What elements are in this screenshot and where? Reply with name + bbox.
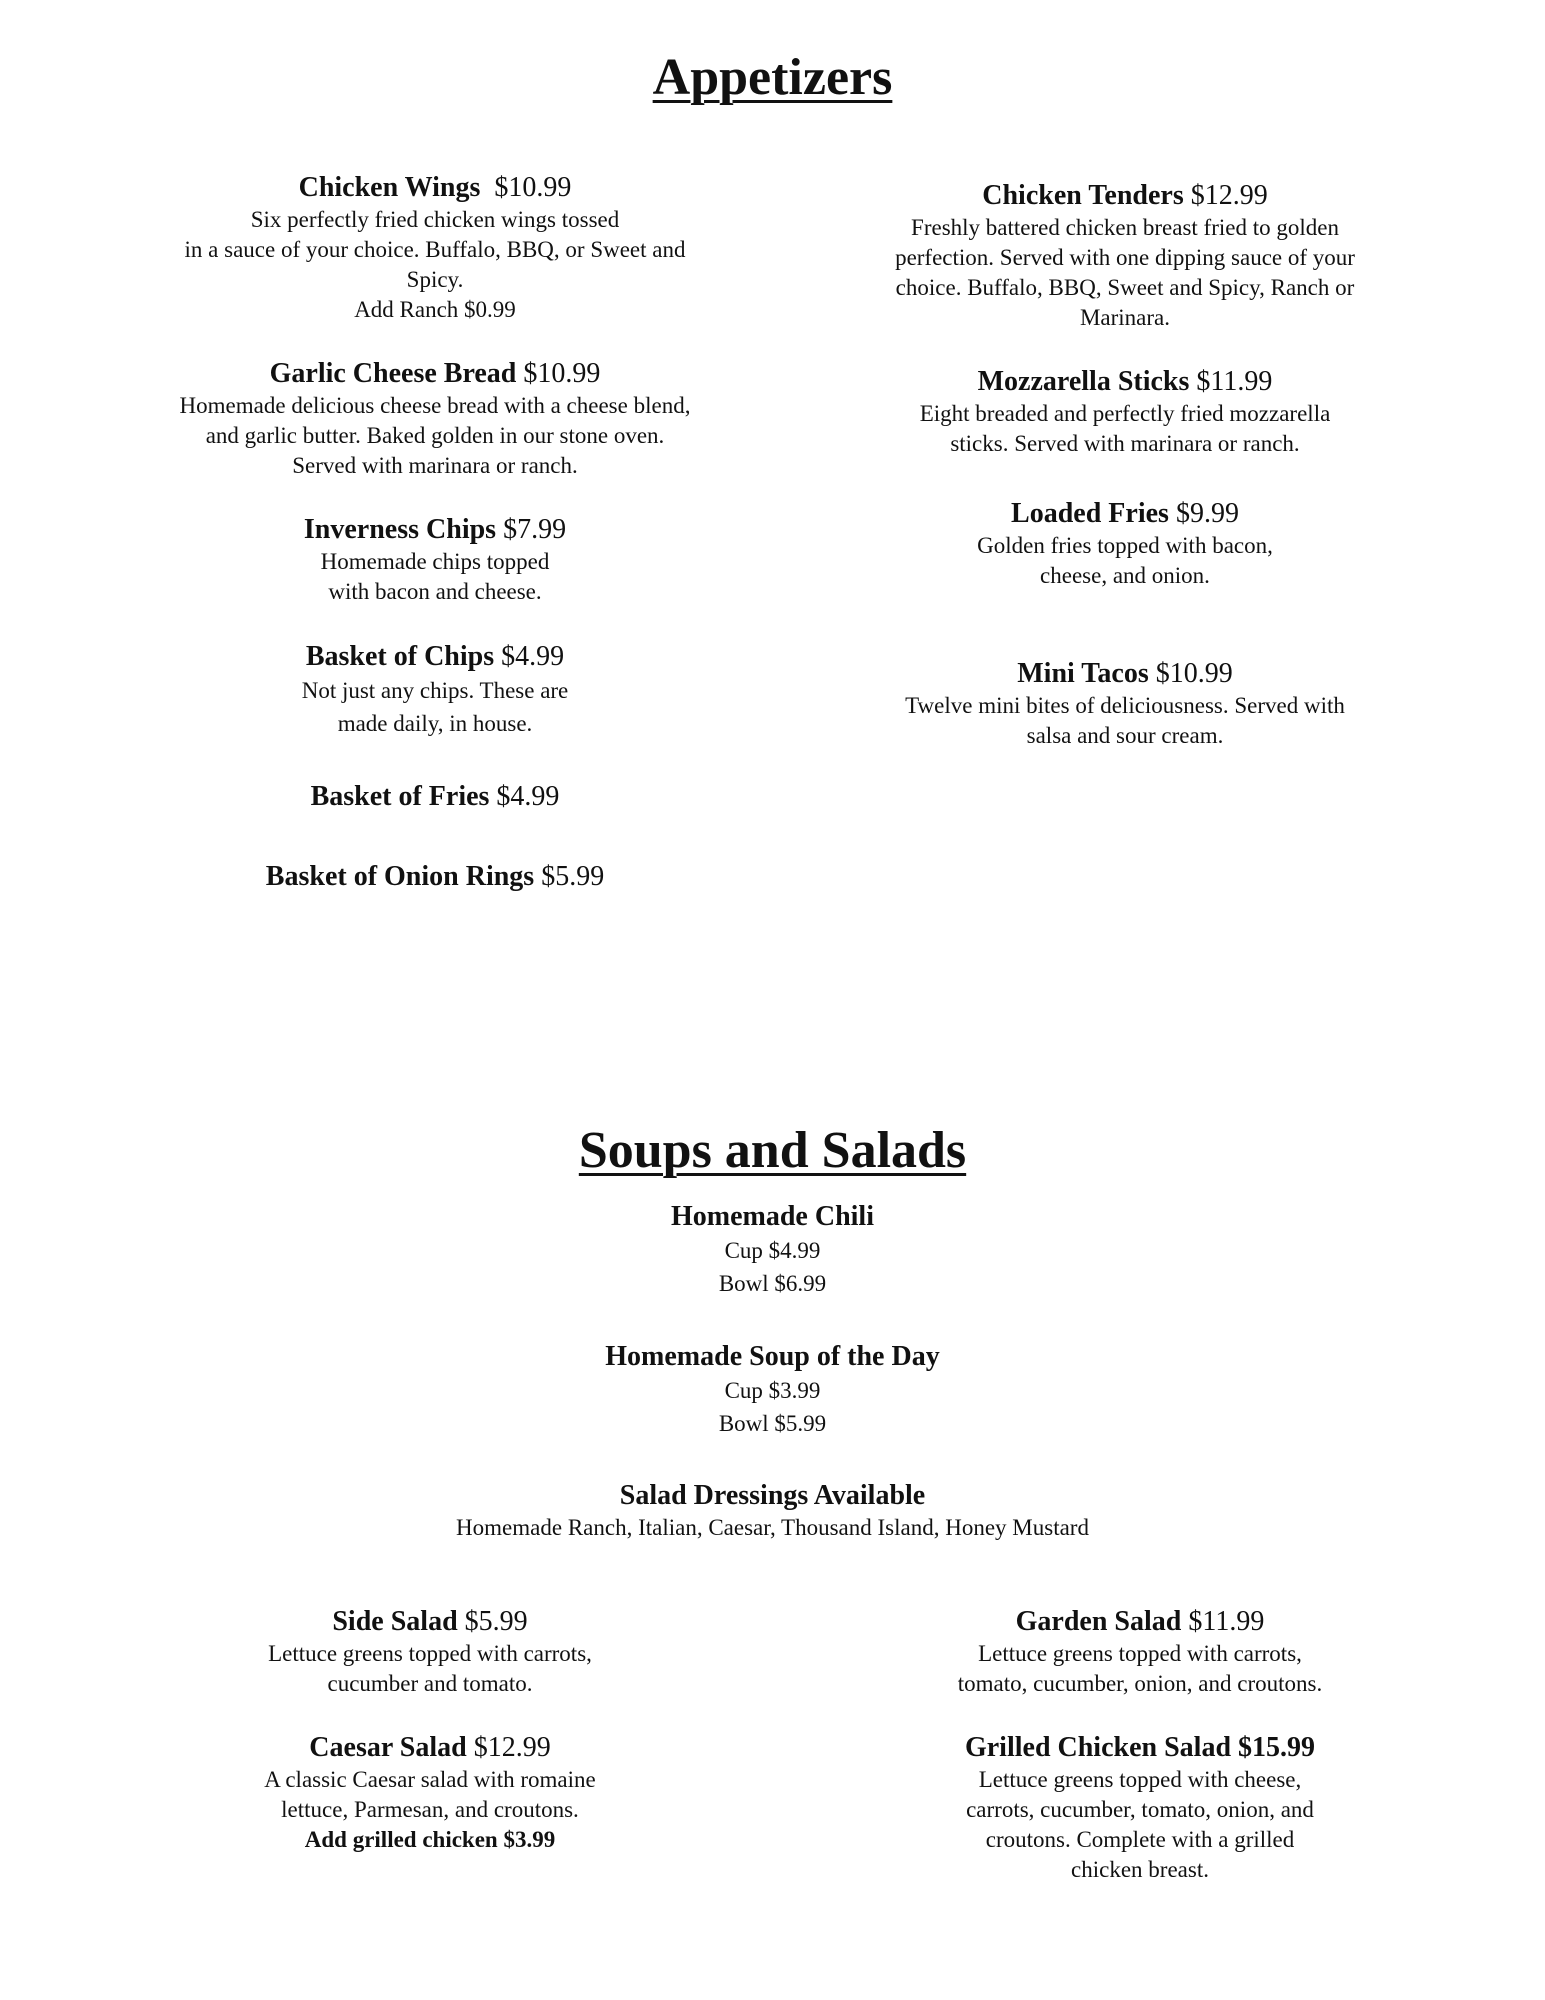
item-name: Chicken Tenders	[982, 180, 1184, 211]
item-description: Homemade chips topped with bacon and cheese.	[320, 549, 550, 604]
menu-item-grilled-chicken-salad	[830, 1731, 1450, 1885]
item-name: Salad Dressings Available	[619, 1480, 926, 1511]
item-name: Caesar Salad	[309, 1732, 467, 1763]
item-price: $12.99	[473, 1732, 551, 1763]
menu-item-basket-of-chips	[130, 640, 740, 740]
item-price: $15.99	[1238, 1732, 1316, 1763]
item-description: Golden fries topped with bacon, cheese, and onion.	[977, 533, 1273, 588]
item-name: Basket of Onion Rings	[265, 861, 535, 892]
soups-salads-title: Soups and Salads	[578, 1122, 967, 1179]
item-name: Inverness Chips	[303, 514, 497, 545]
item-price: $10.99	[1155, 658, 1233, 689]
menu-item-garlic-cheese-bread	[130, 357, 740, 481]
item-price: $10.99	[523, 358, 601, 389]
menu-item-loaded-fries	[850, 497, 1400, 591]
item-name: Mini Tacos	[1017, 658, 1149, 689]
item-name: Loaded Fries	[1011, 498, 1169, 529]
item-name: Basket of Chips	[305, 641, 495, 672]
item-description: Lettuce greens topped with carrots, tomato, cucumber, onion, and croutons.	[957, 1641, 1323, 1696]
item-description: Lettuce greens topped with cheese, carrots, cucumber, tomato, onion, and croutons. Complete with a grilled chicken breast.	[966, 1767, 1314, 1882]
menu-item-basket-of-onion-rings	[130, 860, 740, 894]
item-name: Chicken Wings	[298, 172, 481, 203]
menu-item-caesar-salad	[180, 1731, 680, 1855]
item-name: Basket of Fries	[310, 781, 490, 812]
item-addon: Add grilled chicken $3.99	[304, 1827, 556, 1852]
item-description: Twelve mini bites of deliciousness. Served with salsa and sour cream.	[905, 693, 1345, 748]
item-description: Cup $4.99 Bowl $6.99	[718, 1238, 827, 1296]
item-description: Not just any chips. These are made daily, in house.	[301, 678, 569, 736]
menu-item-garden-salad	[830, 1605, 1450, 1699]
item-description: A classic Caesar salad with romaine lettuce, Parmesan, and croutons.	[264, 1767, 596, 1822]
item-price: $4.99	[501, 641, 565, 672]
item-description: Homemade Ranch, Italian, Caesar, Thousand Island, Honey Mustard	[456, 1515, 1089, 1540]
item-price: $10.99	[494, 172, 572, 203]
item-description: Freshly battered chicken breast fried to golden perfection. Served with one dipping sauce of your choice. Buffalo, BBQ, Sweet and Spicy, Ranch or Marinara.	[895, 215, 1355, 330]
appetizers-title: Appetizers	[652, 49, 893, 106]
item-price: $4.99	[496, 781, 560, 812]
item-price: $12.99	[1190, 180, 1268, 211]
item-price: $5.99	[541, 861, 605, 892]
item-description: Homemade delicious cheese bread with a cheese blend, and garlic butter. Baked golden in our stone oven. Served with marinara or ranch.	[179, 393, 691, 478]
menu-item-salad-dressings	[0, 1479, 1545, 1543]
item-name: Homemade Soup of the Day	[605, 1341, 940, 1372]
item-price: $7.99	[503, 514, 567, 545]
item-description: Eight breaded and perfectly fried mozzarella sticks. Served with marinara or ranch.	[919, 401, 1331, 456]
menu-item-soup-of-the-day	[0, 1340, 1545, 1440]
menu-item-chicken-tenders	[850, 179, 1400, 333]
menu-item-mozzarella-sticks	[850, 365, 1400, 459]
menu-item-mini-tacos	[850, 657, 1400, 751]
item-name: Homemade Chili	[671, 1201, 874, 1232]
item-name: Grilled Chicken Salad	[964, 1732, 1232, 1763]
item-name: Garlic Cheese Bread	[269, 358, 517, 389]
item-name: Side Salad	[332, 1606, 458, 1637]
item-price: $5.99	[464, 1606, 528, 1637]
menu-item-basket-of-fries	[130, 780, 740, 814]
item-price: $11.99	[1196, 366, 1273, 397]
item-name: Garden Salad	[1015, 1606, 1182, 1637]
menu-item-inverness-chips	[130, 513, 740, 607]
item-price: $11.99	[1188, 1606, 1265, 1637]
item-price: $9.99	[1175, 498, 1239, 529]
item-description: Six perfectly fried chicken wings tossed in a sauce of your choice. Buffalo, BBQ, or Sweet and Spicy. Add Ranch $0.99	[184, 207, 686, 322]
menu-item-chicken-wings	[130, 171, 740, 325]
menu-item-side-salad	[180, 1605, 680, 1699]
menu-item-homemade-chili	[0, 1200, 1545, 1300]
item-description: Cup $3.99 Bowl $5.99	[718, 1378, 827, 1436]
item-name: Mozzarella Sticks	[977, 366, 1190, 397]
item-description: Lettuce greens topped with carrots, cucumber and tomato.	[268, 1641, 592, 1696]
